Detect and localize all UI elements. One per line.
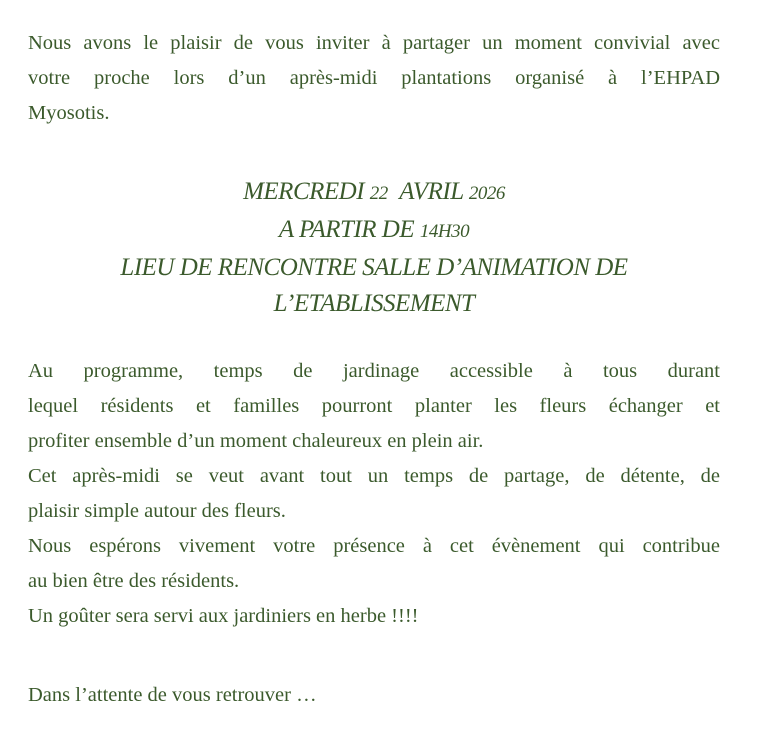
program-line: plaisir simple autour des fleurs. bbox=[28, 500, 286, 522]
event-date bbox=[28, 174, 720, 212]
event-location-line1: LIEU DE RENCONTRE SALLE D’ANIMATION DE bbox=[120, 254, 628, 281]
intro-line: votre proche lors d’un après-midi plantations organisé à l’EHPAD bbox=[28, 67, 720, 89]
event-date-month: AVRIL bbox=[399, 178, 464, 205]
event-time bbox=[28, 212, 720, 250]
program-line: Un goûter sera servi aux jardiniers en herbe !!!! bbox=[28, 605, 419, 627]
program-line: profiter ensemble d’un moment chaleureux en plein air. bbox=[28, 430, 484, 452]
intro-paragraph bbox=[28, 26, 720, 131]
event-details bbox=[28, 174, 720, 322]
program-line: lequel résidents et familles pourront planter les fleurs échanger et bbox=[28, 395, 720, 417]
event-time-value: 14H30 bbox=[419, 221, 470, 242]
program-line: Au programme, temps de jardinage accessible à tous durant bbox=[28, 360, 720, 382]
event-date-year: 2026 bbox=[468, 183, 505, 204]
invitation-page bbox=[28, 26, 720, 706]
program-line: au bien être des résidents. bbox=[28, 570, 240, 592]
intro-line: Myosotis. bbox=[28, 102, 110, 124]
program-paragraph bbox=[28, 354, 720, 634]
program-line: Cet après-midi se veut avant tout un temps de partage, de détente, de bbox=[28, 465, 720, 487]
event-date-day: 22 bbox=[369, 183, 388, 204]
program-line: Nous espérons vivement votre présence à cet évènement qui contribue bbox=[28, 535, 720, 557]
closing-line: Dans l’attente de vous retrouver … bbox=[28, 684, 317, 706]
event-date-label: MERCREDI bbox=[243, 178, 365, 205]
event-location-line2: L’ETABLISSEMENT bbox=[273, 290, 475, 317]
event-time-prefix: A PARTIR DE bbox=[278, 216, 415, 243]
intro-line: Nous avons le plaisir de vous inviter à partager un moment convivial avec bbox=[28, 32, 720, 54]
